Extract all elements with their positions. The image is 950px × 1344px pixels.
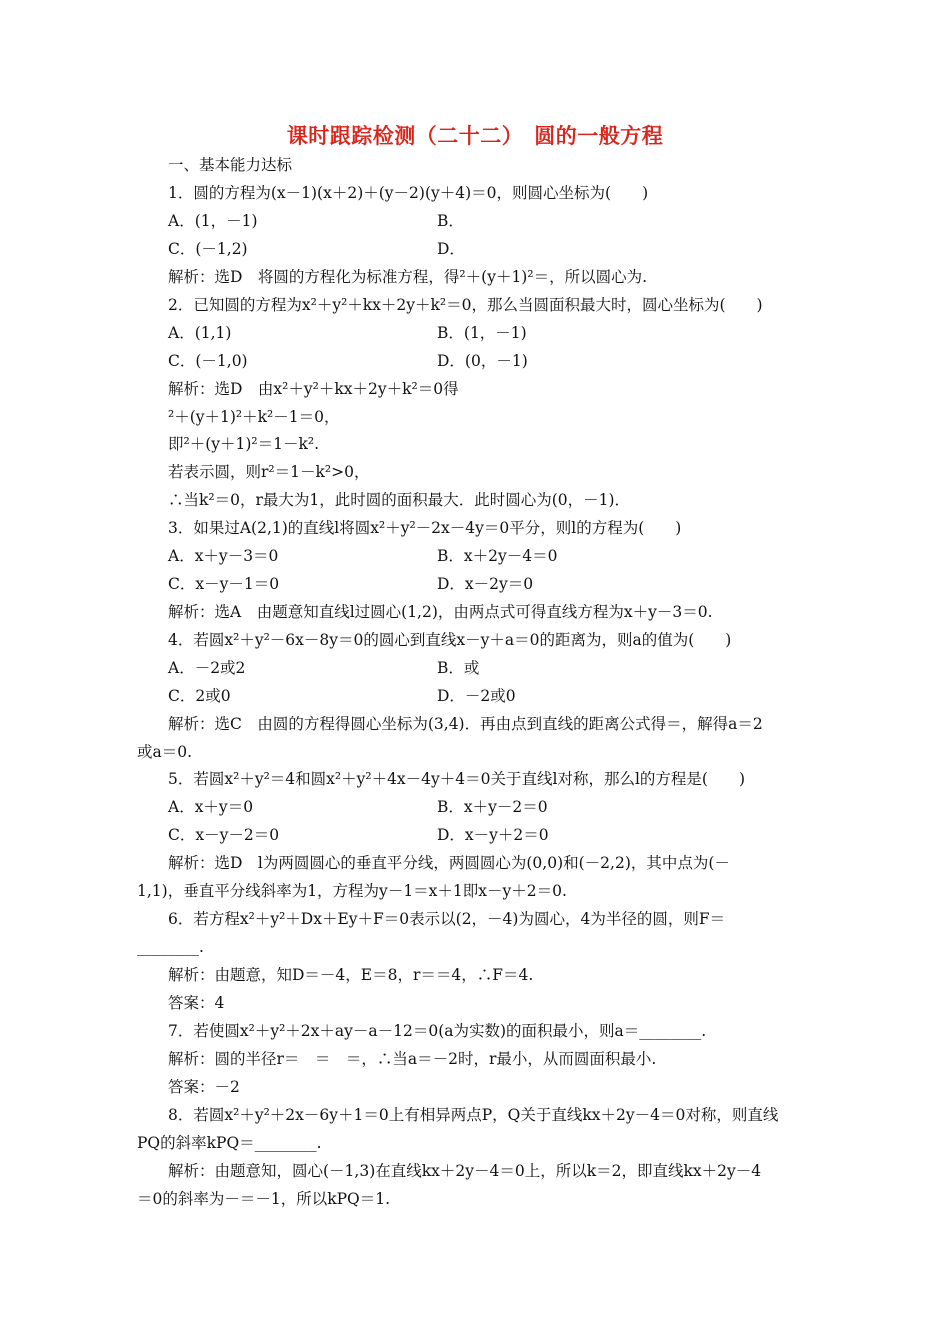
text-line: D．x－2y＝0 [437, 575, 534, 593]
text-line: 解析：由题意，知D＝－4，E＝8，r＝＝4，∴F＝4. [168, 966, 534, 984]
text-line: B．x＋y－2＝0 [437, 798, 548, 816]
text-line: 解析：选D 将圆的方程化为标准方程，得²＋(y＋1)²＝，所以圆心为. [168, 268, 647, 286]
text-line: A．(1，－1) [168, 212, 258, 230]
text-line: 答案：4 [168, 994, 225, 1012]
text-line: 若表示圆，则r²＝1－k²>0， [168, 463, 370, 481]
text-line: 或a＝0. [137, 743, 193, 761]
text-line: 一、基本能力达标 [168, 156, 293, 174]
text-line: B．(1，－1) [437, 324, 527, 342]
text-line: D．x－y＋2＝0 [437, 826, 549, 844]
text-line: 解析：选D 由x²＋y²＋kx＋2y＋k²＝0得 [168, 380, 459, 398]
text-line: A．－2或2 [168, 659, 246, 677]
text-line: 4．若圆x²＋y²－6x－8y＝0的圆心到直线x－y＋a＝0的距离为，则a的值为( ) [168, 631, 732, 649]
text-line: A．(1,1) [168, 324, 232, 342]
text-line: 答案：－2 [168, 1078, 240, 1096]
text-line: 2．已知圆的方程为x²＋y²＋kx＋2y＋k²＝0，那么当圆面积最大时，圆心坐标为( ) [168, 296, 763, 314]
text-line: C．2或0 [168, 687, 231, 705]
text-line: C．x－y－2＝0 [168, 826, 280, 844]
text-line: B．或 [437, 659, 480, 677]
text-line: 3．如果过A(2,1)的直线l将圆x²＋y²－2x－4y＝0平分，则l的方程为( ) [168, 519, 682, 537]
text-line: C．(－1,0) [168, 352, 248, 370]
text-line: 6．若方程x²＋y²＋Dx＋Ey＋F＝0表示以(2，－4)为圆心，4为半径的圆，则F＝ [168, 910, 726, 928]
text-line: 即²＋(y＋1)²＝1－k². [168, 435, 320, 453]
text-line: 8．若圆x²＋y²＋2x－6y＋1＝0上有相异两点P，Q关于直线kx＋2y－4＝0对称，则直线 [168, 1106, 779, 1124]
text-line: 1,1)，垂直平分线斜率为1，方程为y－1＝x＋1即x－y＋2＝0. [137, 882, 567, 900]
page-title: 课时跟踪检测（二十二） 圆的一般方程 [286, 124, 664, 148]
text-line: D． [437, 240, 465, 258]
text-line: 解析：圆的半径r＝ ＝ ＝，∴当a＝－2时，r最小，从而圆面积最小. [168, 1050, 657, 1068]
text-line: PQ的斜率kPQ＝________. [137, 1134, 322, 1152]
text-line: A．x＋y－3＝0 [168, 547, 279, 565]
text-line: ＝0的斜率为－＝－1，所以kPQ＝1. [137, 1190, 391, 1208]
text-line: 解析：选D l为两圆圆心的垂直平分线，两圆圆心为(0,0)和(－2,2)，其中点为(－ [168, 854, 730, 872]
text-line: C．x－y－1＝0 [168, 575, 280, 593]
text-line: A．x＋y＝0 [168, 798, 254, 816]
text-line: ²＋(y＋1)²＋k²－1＝0， [168, 408, 340, 426]
text-line: ________. [137, 938, 204, 956]
text-line: 解析：选C 由圆的方程得圆心坐标为(3,4)．再由点到直线的距离公式得＝，解得a＝2 [168, 715, 763, 733]
text-line: D．－2或0 [437, 687, 516, 705]
text-line: D．(0，－1) [437, 352, 528, 370]
text-line: B．x＋2y－4＝0 [437, 547, 558, 565]
text-line: C．(－1,2) [168, 240, 248, 258]
text-line: 解析：选A 由题意知直线l过圆心(1,2)，由两点式可得直线方程为x＋y－3＝0. [168, 603, 713, 621]
text-line: 1．圆的方程为(x－1)(x＋2)＋(y－2)(y＋4)＝0，则圆心坐标为( ) [168, 184, 649, 202]
text-line: 7．若使圆x²＋y²＋2x＋ay－a－12＝0(a为实数)的面积最小，则a＝________. [168, 1022, 707, 1040]
text-line: 解析：由题意知，圆心(－1,3)在直线kx＋2y－4＝0上，所以k＝2，即直线kx＋2y－4 [168, 1162, 762, 1180]
text-line: 5．若圆x²＋y²＝4和圆x²＋y²＋4x－4y＋4＝0关于直线l对称，那么l的方程是( ) [168, 770, 746, 788]
text-line: ∴当k²＝0，r最大为1，此时圆的面积最大．此时圆心为(0，－1)． [168, 491, 631, 509]
text-line: B． [437, 212, 464, 230]
